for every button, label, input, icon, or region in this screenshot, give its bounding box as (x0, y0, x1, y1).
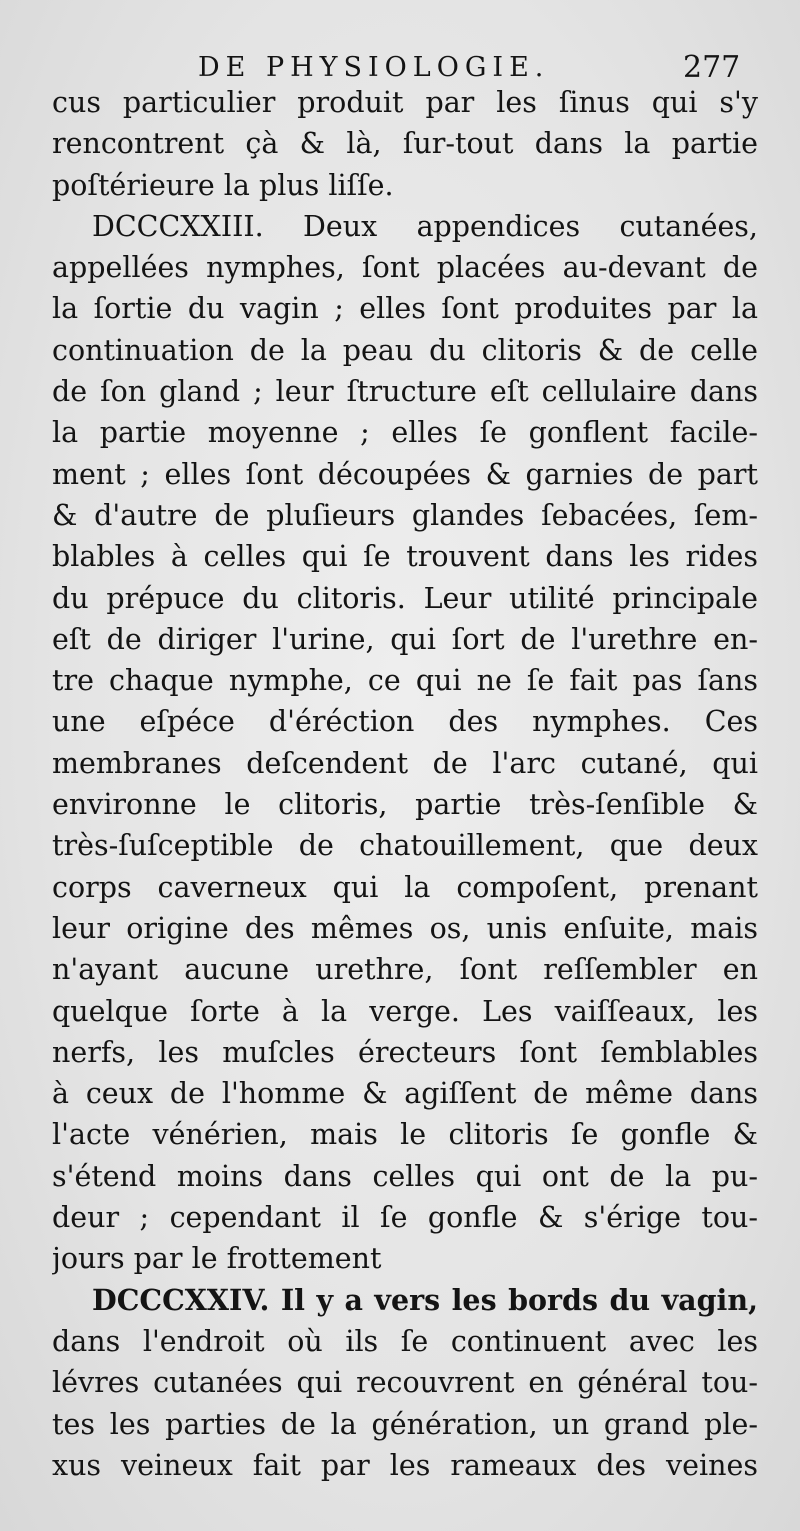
text-line: nerfs, les muſcles érecteurs ſont ſemblables (52, 1035, 758, 1069)
text-line: n'ayant aucune urethre, ſont reſſembler en (52, 953, 758, 987)
text-line: dans l'endroit où ils ſe continuent avec les (52, 1324, 758, 1358)
running-title: DE PHYSIOLOGIE. (198, 52, 550, 83)
page-number: 277 (683, 50, 741, 85)
text-line: une eſpéce d'éréction des nymphes. Ces (52, 705, 758, 739)
text-line: continuation de la peau du clitoris & de celle (52, 333, 758, 367)
text-line: à ceux de l'homme & agiſſent de même dans (52, 1077, 758, 1111)
paragraph-start-line: DCCCXXIV. Il y a vers les bords du vagin, (92, 1282, 758, 1317)
text-line: poſtérieure la plus liſſe. (52, 168, 394, 202)
text-line: de ſon gland ; leur ſtructure eſt cellulaire dans (52, 375, 758, 409)
text-line: deur ; cependant il ſe gonfle & s'érige tou- (52, 1201, 758, 1235)
text-line: lévres cutanées qui recouvrent en général tou- (52, 1366, 758, 1400)
text-line: blables à celles qui ſe trouvent dans les rides (52, 540, 758, 574)
text-line: environne le clitoris, partie très-ſenſible & (52, 788, 758, 822)
text-line: leur origine des mêmes os, unis enſuite, mais (52, 911, 758, 945)
text-line: quelque ſorte à la verge. Les vaiſſeaux, les (52, 994, 758, 1028)
text-line: & d'autre de pluſieurs glandes ſebacées, ſem- (52, 498, 758, 532)
text-line: appellées nymphes, ſont placées au-devant de (52, 251, 758, 285)
paragraph-start-line: DCCCXXIII. Deux appendices cutanées, (92, 209, 758, 243)
text-line: la ſortie du vagin ; elles ſont produites par la (52, 292, 758, 326)
text-line: ment ; elles ſont découpées & garnies de part (52, 457, 758, 491)
text-line: du prépuce du clitoris. Leur utilité principale (52, 581, 758, 615)
text-line: s'étend moins dans celles qui ont de la pu- (52, 1159, 758, 1193)
text-line: tre chaque nymphe, ce qui ne ſe fait pas ſans (52, 664, 758, 698)
text-line: tes les parties de la génération, un grand ple- (52, 1407, 758, 1441)
text-line: eſt de diriger l'urine, qui ſort de l'urethre en- (52, 622, 758, 656)
text-line: jours par le frottement (52, 1242, 382, 1276)
text-line: la partie moyenne ; elles ſe gonflent facile- (52, 416, 758, 450)
body-text (52, 82, 758, 1486)
text-line: xus veineux fait par les rameaux des veines (52, 1448, 758, 1482)
text-line: très-ſuſceptible de chatouillement, que deux (52, 829, 758, 863)
text-line: membranes deſcendent de l'arc cutané, qui (52, 746, 758, 780)
text-line: corps caverneux qui la compoſent, prenant (52, 870, 758, 904)
text-line: l'acte vénérien, mais le clitoris ſe gonfle & (52, 1118, 758, 1152)
text-line: rencontrent çà & là, ſur-tout dans la partie (52, 127, 758, 161)
text-line: cus particulier produit par les ſinus qui s'y (52, 86, 758, 119)
